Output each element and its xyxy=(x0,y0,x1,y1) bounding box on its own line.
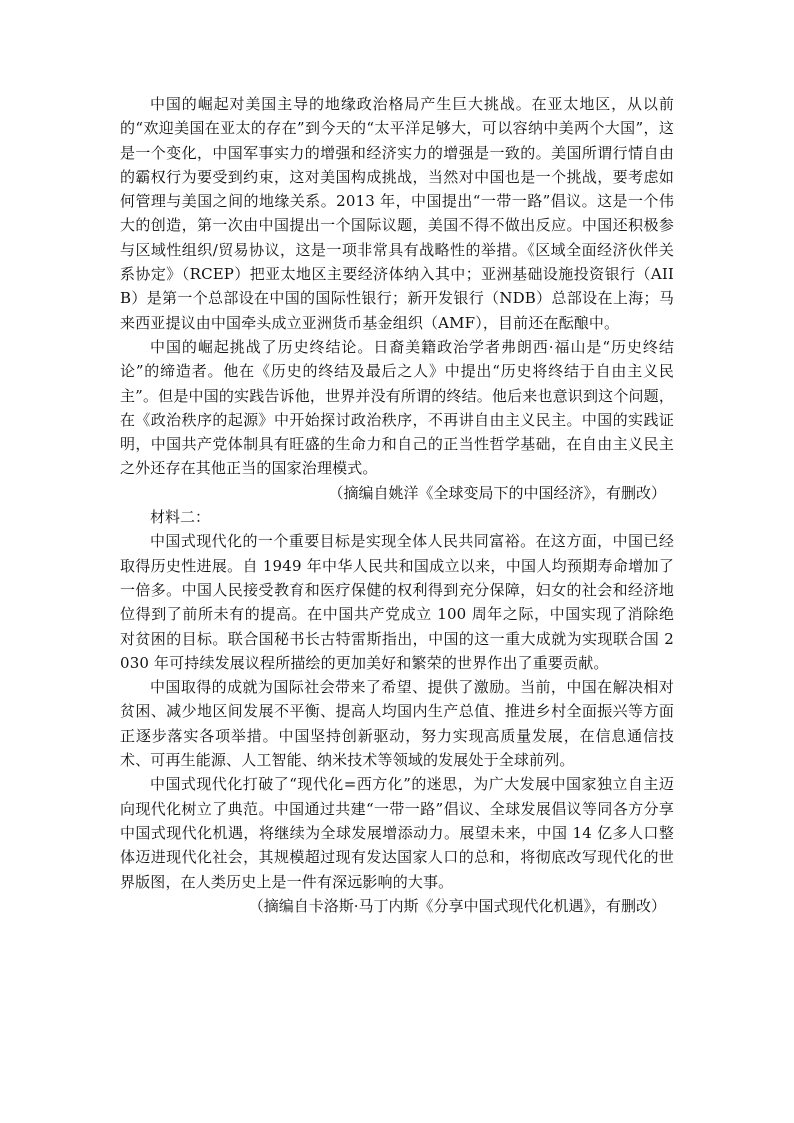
material-one-paragraph-1: 中国的崛起对美国主导的地缘政治格局产生巨大挑战。在亚太地区，从以前的“欢迎美国在亚太的存在”到今天的“太平洋足够大，可以容纳中美两个大国”，这是一个变化，中国军事实力的增强和经济实力的增强是一致的。美国所谓行情自由的霸权行为要受到约束，这对美国构成挑战，当然对中国也是一个挑战，要考虑如何管理与美国之间的地缘关系。2013 年，中国提出“一带一路”倡议。这是一个伟大的创造，第一次由中国提出一个国际议题，美国不得不做出反应。中国还积极参与区域性组织/贸易协议，这是一项非常具有战略性的举措。《区域全面经济伙伴关系协定》（RCEP）把亚太地区主要经济体纳入其中；亚洲基础设施投资银行（AIIB）是第一个总部设在中国的国际性银行；新开发银行（NDB）总部设在上海；马来西亚提议由中国牵头成立亚洲货币基金组织（AMF），目前还在酝酿中。 xyxy=(120,95,674,332)
material-two-source: （摘编自卡洛斯·马丁内斯《分享中国式现代化机遇》，有删改） xyxy=(248,896,666,915)
material-two-paragraph-2: 中国取得的成就为国际社会带来了希望、提供了激励。当前，中国在解决相对贫困、减少地区间发展不平衡、提高人均国内生产总值、推进乡村全面振兴等方面正逐步落实各项举措。中国坚持创新驱动，努力实现高质量发展，在信息通信技术、可再生能源、人工智能、纳米技术等领域的发展处于全球前列。 xyxy=(120,678,674,770)
material-two-paragraph-1: 中国式现代化的一个重要目标是实现全体人民共同富裕。在这方面，中国已经取得历史性进展。自 1949 年中华人民共和国成立以来，中国人均预期寿命增加了一倍多。中国人民接受教育和医疗保健的权利得到充分保障，妇女的社会和经济地位得到了前所未有的提高。在中国共产党成立 100 周年之际，中国实现了消除绝对贫困的目标。联合国秘书长古特雷斯指出，中国的这一重大成就为实现联合国 2030 年可持续发展议程所描绘的更加美好和繁荣的世界作出了重要贡献。 xyxy=(120,532,674,672)
document-body xyxy=(120,92,674,918)
material-one-source: （摘编自姚洋《全球变局下的中国经济》，有删改） xyxy=(328,483,666,502)
material-one-paragraph-2: 中国的崛起挑战了历史终结论。日裔美籍政治学者弗朗西·福山是“历史终结论”的缔造者。他在《历史的终结及最后之人》中提出“历史将终结于自由主义民主”。但是中国的实践告诉他，世界并没有所谓的终结。他后来也意识到这个问题，在《政治秩序的起源》中开始探讨政治秩序，不再讲自由主义民主。中国的实践证明，中国共产党体制具有旺盛的生命力和自己的正当性哲学基础，在自由主义民主之外还存在其他正当的国家治理模式。 xyxy=(120,337,674,478)
material-two-label: 材料二： xyxy=(150,508,211,527)
material-two-paragraph-3: 中国式现代化打破了“现代化=西方化”的迷思，为广大发展中国家独立自主迈向现代化树立了典范。中国通过共建“一带一路”倡议、全球发展倡议等同各方分享中国式现代化机遇，将继续为全球发展增添动力。展望未来，中国 14 亿多人口整体迈进现代化社会，其规模超过现有发达国家人口的总和，将彻底改写现代化的世界版图，在人类历史上是一件有深远影响的大事。 xyxy=(120,775,674,891)
